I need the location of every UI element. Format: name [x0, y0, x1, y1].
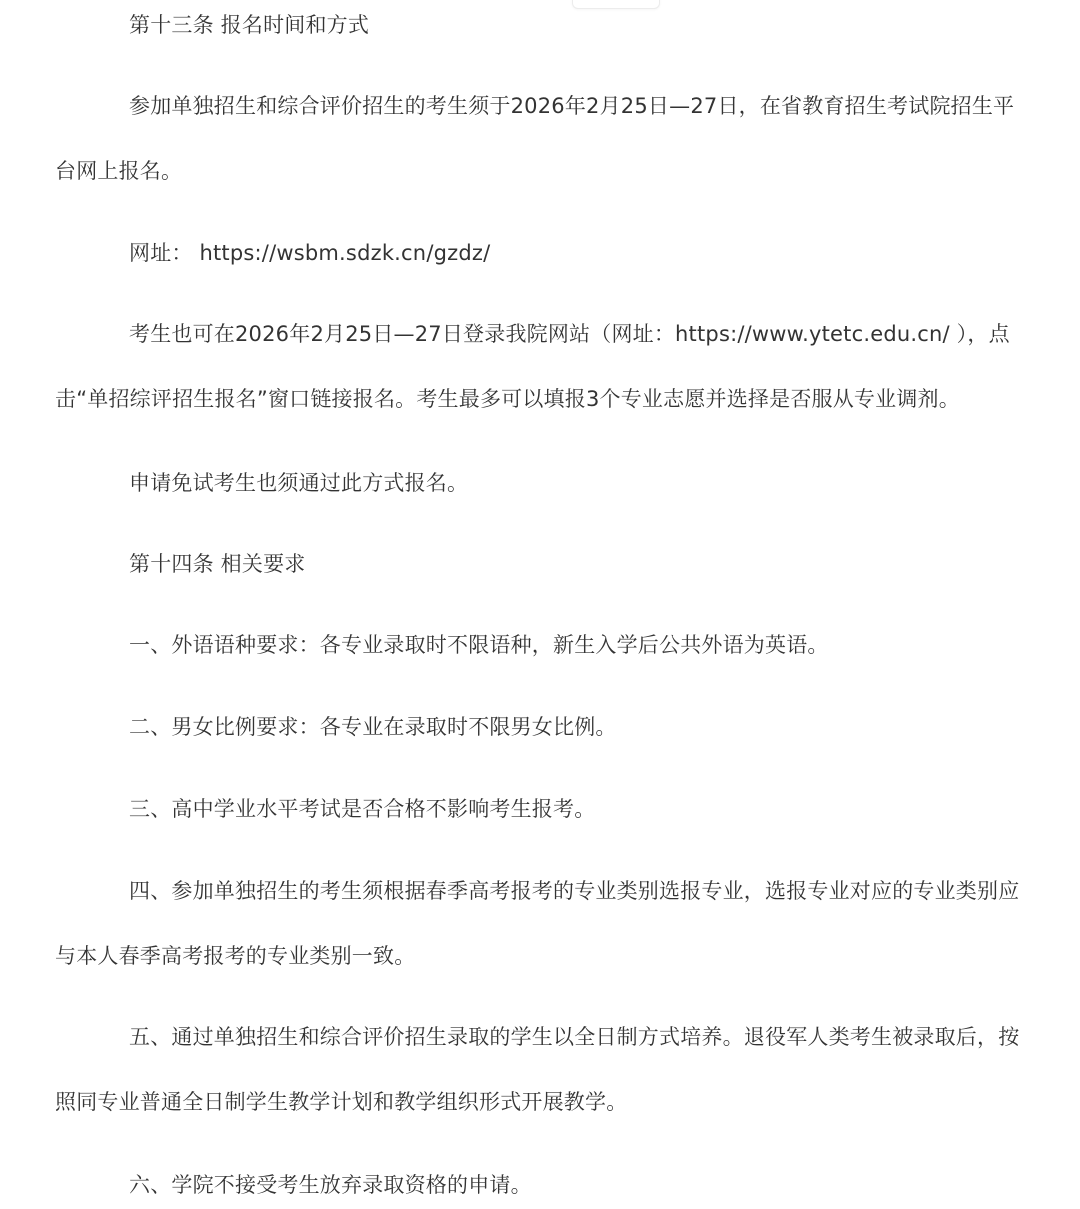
paragraph-college-website: 考生也可在2026年2月25日—27日登录我院网站（网址：https://www.ytetc.edu.cn/ ），点击“单招综评招生报名”窗口链接报名。考生最多可以填报3个专业志愿并选择是否服从专业调剂。 — [55, 322, 1010, 411]
paragraph-language-requirement: 一、外语语种要求：各专业录取时不限语种，新生入学后公共外语为英语。 — [129, 633, 829, 657]
paragraph-registration-url: 网址： https://wsbm.sdzk.cn/gzdz/ — [129, 241, 491, 265]
paragraph-major-category: 四、参加单独招生的考生须根据春季高考报考的专业类别选报专业，选报专业对应的专业类别应与本人春季高考报考的专业类别一致。 — [55, 879, 1020, 968]
paragraph-academic-test: 三、高中学业水平考试是否合格不影响考生报考。 — [129, 797, 596, 821]
paragraph-exempt-applicants: 申请免试考生也须通过此方式报名。 — [129, 471, 469, 495]
paragraph-gender-ratio: 二、男女比例要求：各专业在录取时不限男女比例。 — [129, 715, 617, 739]
section-heading-14: 第十四条 相关要求 — [129, 552, 306, 576]
paragraph-registration-time: 参加单独招生和综合评价招生的考生须于2026年2月25日—27日，在省教育招生考试院招生平台网上报名。 — [55, 94, 1015, 183]
section-heading-13: 第十三条 报名时间和方式 — [129, 13, 370, 37]
paragraph-no-waiver: 六、学院不接受考生放弃录取资格的申请。 — [129, 1173, 532, 1197]
paragraph-fulltime-training: 五、通过单独招生和综合评价招生录取的学生以全日制方式培养。退役军人类考生被录取后，按照同专业普通全日制学生教学计划和教学组织形式开展教学。 — [55, 1025, 1020, 1114]
